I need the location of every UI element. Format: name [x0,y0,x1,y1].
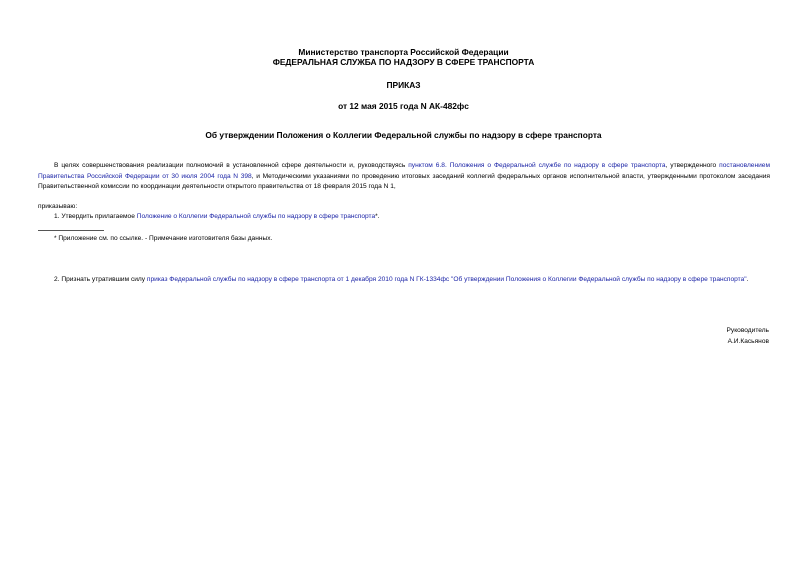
signatory-name: А.И.Касьянов [727,337,769,345]
item-1-suffix: *. [375,213,380,220]
service-name: ФЕДЕРАЛЬНАЯ СЛУЖБА ПО НАДЗОРУ В СФЕРЕ ТРАНСПОРТА [272,57,535,67]
intro-paragraph [38,161,770,193]
intro-text-3: , и Методическими указаниями по проведению итоговых заседаний коллегий федеральных органов исполнительной власти, утвержденными протоколом заседания Правительственной комиссии по координации деятельности открытого правительства от 18 февраля 2015 года N 1, [38,172,770,191]
order-word: приказываю: [38,203,78,210]
item-2-suffix: . [746,276,749,283]
footnote-divider [38,230,104,231]
link-government-resolution[interactable]: постановлением Правительства Российской Федерации от 30 июля 2004 года N 398 [38,162,770,180]
document-title: Об утверждении Положения о Коллегии Федеральной службы по надзору в сфере транспорта [205,130,602,140]
intro-text-1: В целях совершенствования реализации полномочий в установленной сфере деятельности и, руководствуясь [54,162,409,169]
intro-text-2: , утвержденного [665,162,720,169]
link-collegium-regulation[interactable]: Положение о Коллегии Федеральной службы по надзору в сфере транспорта [136,213,376,220]
item-2-prefix: 2. Признать утратившим силу [54,276,147,283]
item-1-paragraph [38,212,770,223]
document-date-number: от 12 мая 2015 года N АК-482фс [338,101,469,111]
ministry-name: Министерство транспорта Российской Федерации [298,47,509,57]
item-2-paragraph [38,275,770,286]
link-previous-order[interactable]: приказ Федеральной службы по надзору в сфере транспорта от 1 декабря 2010 года N ГК-1334фс "Об утверждении Положения о Коллегии Федеральной службы по надзору в сфере транспорта" [146,276,747,283]
signatory-position: Руководитель [726,327,769,334]
document-type: ПРИКАЗ [386,80,421,90]
item-1-prefix: 1. Утвердить прилагаемое [54,213,137,220]
link-regulation-point[interactable]: пунктом 6.8. Положения о Федеральной службе по надзору в сфере транспорта [408,162,666,169]
footnote-text: * Приложение см. по ссылке. - Примечание изготовителя базы данных. [54,235,273,242]
